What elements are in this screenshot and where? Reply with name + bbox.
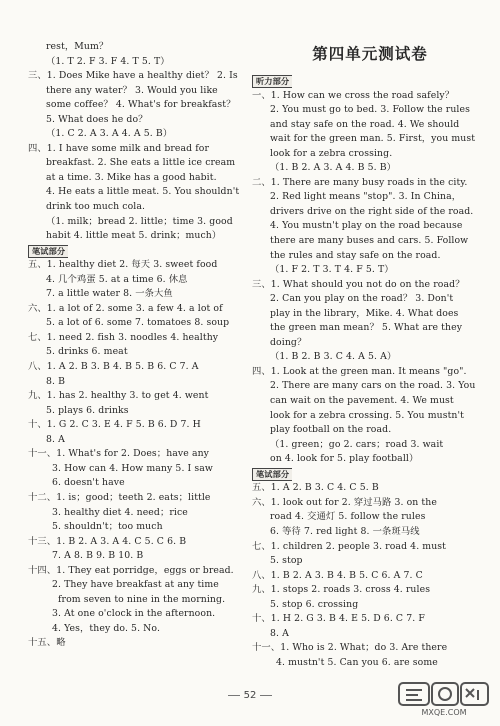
answer-line: 8. B [46, 375, 66, 387]
svg-text:MXQE.COM: MXQE.COM [421, 708, 467, 717]
section-tag-line [252, 467, 488, 482]
answer-line: 三、1. Does Mike have a healthy diet？ 2. Is [28, 70, 238, 82]
answer-line: 十、1. G 2. C 3. E 4. F 5. B 6. D 7. H [28, 419, 201, 431]
answer-line: 3. At one o'clock in the afternoon. [52, 608, 216, 620]
answer-line: 八、1. B 2. A 3. B 4. B 5. C 6. A 7. C [252, 569, 423, 581]
answer-line: 8. A [46, 433, 65, 445]
answer-line: 四、1. I have some milk and bread for [28, 142, 210, 154]
answer-line: 4. 几个鸡蛋 5. at a time 6. 休息 [46, 273, 188, 285]
answer-line: 二、1. There are many busy roads in the city. [252, 176, 468, 188]
answer-line: play in the library，Mike. 4. What does [270, 307, 459, 319]
answer-line: 5. shouldn't；too much [52, 521, 163, 533]
answer-line: 三、1. What should you not do on the road？ [252, 278, 465, 290]
answer-line: some coffee？ 4. What's for breakfast？ [46, 99, 236, 111]
answer-line: 8. A [270, 627, 289, 639]
answer-line: 十二、1. is；good；teeth 2. eats；little [28, 491, 211, 503]
answer-line: 4. Yes，they do. 5. No. [52, 622, 161, 634]
answer-line: 五、1. healthy diet 2. 每天 3. sweet food [28, 259, 218, 271]
answer-line: 6. doesn't have [52, 477, 125, 489]
answer-line: 5. stop [270, 555, 303, 567]
answer-line: 3. healthy diet 4. need；rice [52, 506, 188, 518]
left-answer-column [28, 40, 262, 651]
answer-line: 八、1. A 2. B 3. B 4. B 5. B 6. C 7. A [28, 361, 199, 373]
answer-line: and stay safe on the road. 4. We should [270, 118, 460, 130]
answer-line: 3. How can 4. How many 5. I saw [52, 462, 213, 474]
answer-line: 5. a lot of 6. some 7. tomatoes 8. soup [46, 317, 230, 329]
answer-line: 七、1. children 2. people 3. road 4. must [252, 540, 447, 552]
answer-line: 5. drinks 6. meat [46, 346, 128, 358]
answer-line: 十一、1. What's for 2. Does；have any [28, 448, 210, 460]
answer-line: breakfast. 2. She eats a little ice cream [46, 157, 236, 169]
answer-line: at a time. 3. Mike has a good habit. [46, 171, 217, 183]
answer-line: from seven to nine in the morning. [58, 593, 226, 605]
answer-line: （1. F 2. T 3. T 4. F 5. T） [270, 264, 394, 276]
answer-line: （1. milk；bread 2. little；time 3. good [46, 215, 233, 227]
page-number-text: 52 [243, 690, 257, 701]
section-tag: 听力部分 [252, 75, 292, 88]
answer-line: 十五、略 [28, 637, 66, 649]
watermark-logo-icon [398, 682, 490, 718]
answer-line: 7. a little water 8. 一条大鱼 [46, 288, 173, 300]
right-answer-column [252, 74, 488, 670]
answer-line: habit 4. little meat 5. drink；much） [46, 230, 222, 242]
answer-line: 6. 等待 7. red light 8. 一条斑马线 [270, 525, 420, 537]
answer-line: 十四、1. They eat porridge，eggs or bread. [28, 564, 234, 576]
answer-line: 7. A 8. B 9. B 10. B [52, 550, 144, 562]
answer-line: there are many buses and cars. 5. Follow [270, 235, 469, 247]
answer-line: 六、1. a lot of 2. some 3. a few 4. a lot of [28, 302, 223, 314]
answer-line: look for a zebra crossing. 5. You mustn't [270, 409, 464, 421]
answer-line: 5. plays 6. drinks [46, 404, 129, 416]
answer-line: 2. You must go to bed. 3. Follow the rules [270, 104, 470, 116]
section-tag-line [252, 74, 488, 89]
answer-line: 六、1. look out for 2. 穿过马路 3. on the [252, 496, 437, 508]
answer-line: the green man mean？ 5. What are they [270, 322, 463, 334]
answer-line: 2. They have breakfast at any time [52, 579, 219, 591]
answer-line: can wait on the pavement. 4. We must [270, 395, 454, 407]
answer-line: 七、1. need 2. fish 3. noodles 4. healthy [28, 331, 219, 343]
answer-line: rest，Mum？ [46, 41, 109, 52]
answer-line: look for a zebra crossing. [270, 147, 393, 159]
answer-line: 5. What does he do？ [46, 113, 148, 125]
answer-line: 十、1. H 2. G 3. B 4. E 5. D 6. C 7. F [252, 613, 425, 625]
answer-line: 九、1. stops 2. roads 3. cross 4. rules [252, 584, 431, 596]
answer-line: 九、1. has 2. healthy 3. to get 4. went [28, 390, 209, 402]
answer-line: the rules and stay safe on the road. [270, 249, 441, 261]
answer-line: wait for the green man. 5. First，you must [270, 133, 476, 145]
page-number-dash-left [228, 695, 240, 696]
answer-line: （1. C 2. A 3. A 4. A 5. B） [46, 128, 173, 140]
answer-line: on 4. look for 5. play football） [270, 453, 419, 465]
answer-line: road 4. 交通灯 5. follow the rules [270, 511, 426, 523]
answer-line: doing？ [270, 336, 307, 348]
answer-line: 2. Red light means "stop". 3. In China， [270, 191, 462, 203]
answer-line: 四、1. Look at the green man. It means "go". [252, 365, 467, 377]
answer-line: （1. B 2. A 3. A 4. B 5. B） [270, 162, 397, 174]
answer-line: play football on the road. [270, 424, 392, 436]
answer-line: （1. green；go 2. cars；road 3. wait [270, 438, 444, 450]
answer-line: 5. stop 6. crossing [270, 598, 359, 610]
answer-line: 一、1. How can we cross the road safely？ [252, 89, 455, 101]
answer-line: 4. mustn't 5. Can you 6. are some [276, 656, 438, 668]
section-tag: 笔试部分 [252, 468, 292, 481]
answer-line: 十一、1. Who is 2. What；do 3. Are there [252, 642, 448, 654]
answer-line: 五、1. A 2. B 3. C 4. C 5. B [252, 482, 379, 494]
answer-line: （1. B 2. B 3. C 4. A 5. A） [270, 351, 397, 363]
answer-line: drivers drive on the right side of the road. [270, 205, 474, 217]
answer-line: 4. You mustn't play on the road because [270, 220, 463, 232]
section-tag: 笔试部分 [28, 245, 68, 258]
answer-line: 2. There are many cars on the road. 3. You [270, 380, 476, 392]
section-tag-line [28, 244, 262, 259]
answer-line: 2. Can you play on the road？ 3. Don't [270, 293, 454, 305]
page-number-dash-right [260, 695, 272, 696]
answer-line: （1. T 2. F 3. F 4. T 5. T） [46, 55, 170, 67]
answer-line: 4. He eats a little meat. 5. You shouldn't [46, 186, 240, 198]
answer-line: 十三、1. B 2. A 3. A 4. C 5. C 6. B [28, 535, 187, 547]
answer-line: drink too much cola. [46, 201, 146, 213]
answer-line: there any water？ 3. Would you like [46, 84, 218, 96]
unit-four-test-title: 第四单元测试卷 [312, 45, 428, 63]
